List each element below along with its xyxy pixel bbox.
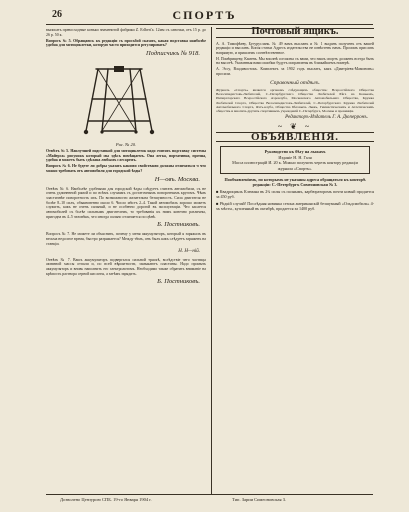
reference-text: Журналъ «Спортъ» является органомъ слѣдующихъ обществъ: Всероссійскаго Общества Велосипедистовъ-Любителей, С.-Петербургскаго Общества Любителей Бѣга на Конькахъ, Императорскаго Всероссійскаго Аэроклуба, Московскаго Автомобильнаго Общества, Кружка Любителей Спорта, Общества Велосипедистовъ-Любителей, С.-Петербургскаго Кружка Любителей Автомобильнаго Спорта, Яхтъ-клуба, Общества Бѣговыхъ Лыжъ, Гимнастическихъ и Атлетическихъ обществъ и многихъ другихъ спортивныхъ учрежденій С.-Петербурга, Москвы и провинціи. [216, 88, 374, 113]
ads-heading: ОБЪЯВЛЕНІЯ. [216, 132, 374, 143]
page-number: 26 [52, 9, 62, 20]
left-column [46, 28, 206, 289]
reference-heading: Справочный отдѣлъ. [270, 79, 320, 86]
ad-box-line-1: Руководство къ бѣгу на лыжахъ [264, 149, 326, 155]
mail-item: А. А. Тимофѣеву, Бугуруслань. № 49 вамъ высланъ и № 1 выданъ полученъ отъ вашей редакціи и высланъ. Копія статьи Адресъ издательства не извѣстенъ намъ. Просимъ прислать напрямую, и пришлемъ соотвѣтственное. [216, 41, 374, 55]
ad-box-line-2: Изданіе Н. Н. Галя [278, 154, 312, 160]
signature-q7: Н. Н—ній. [178, 248, 200, 254]
motorcycle-stand-illustration [74, 61, 164, 139]
column-separator [211, 27, 212, 494]
journal-title: СПОРТЪ [172, 8, 237, 22]
editor-signature: Редакторъ-Издатель Г. А. Дюперронъ. [285, 115, 368, 121]
question-7: Вопросъ № 7. Не можете ли объяснить, почему у меня аккумуляторъ, который я заряжалъ въ весьма недолгое время, быстро разряжается? Между тѣмъ, онъ былъ какъ слѣдуетъ заряженъ на станціи. [46, 232, 206, 246]
censor-note: Дозволено Цензурою СПБ. 19-го Января 1904 г. [60, 497, 152, 502]
footer-rule [46, 494, 373, 495]
question-6: Вопросъ № 6. Не будете ли добры указать какими свойствами должны отличаться ч что можно требовать отъ автомобиля для городской ѣзды? [46, 164, 206, 173]
signature-a7: Б. Постниковъ. [157, 278, 200, 286]
answer-7: Отвѣтъ № 7. Вашъ аккумуляторъ подвергался сильной тряскѣ, вслѣдствіе чего частицы активной массы отпали и, по всей вѣроятности, замыкаютъ пластины. Надо промыть аккумуляторъ и вновь наполнить его электролитомъ. Необходимо также обратить вниманіе на крѣпость раствора серной кислоты, а затѣмъ зарядить. [46, 257, 206, 276]
signature-q6: Н—овъ. Москва. [154, 175, 200, 183]
mail-item: Н. Помѣрищеву, Камень. Мы вполнѣ согласны съ вами, что нашъ спортъ долженъ всегда быть на высотѣ. Указанныя вами ошибки будутъ исправлены въ ближайшемъ номерѣ. [216, 56, 374, 66]
mailbox-heading: Почтовый ящикъ. [216, 28, 374, 38]
signature-q5: Подписчикъ № 918. [146, 50, 200, 57]
intro-paragraph: выписать превосходные коньки знаменитой фабрики Z. Erlbert'a. 12мм съ саночки, отъ 15 р. до 26 р. 50 к. [46, 28, 206, 37]
right-column [216, 28, 374, 212]
mail-item: А. Эссу, Владивостокъ. Комплектъ за 1902 годъ выслать, какъ «Дмитріевъ-Мамоновъ» просили. [216, 67, 374, 76]
figure-20 [46, 61, 206, 147]
figure-caption: Рис. № 20. [115, 142, 137, 148]
page-header [0, 9, 409, 23]
ad-box-ski-guide [220, 146, 370, 174]
ads-contact-note: Пообъявленіямъ, по которымъ не указаны адреса обращаться къ конторѣ редакціи: С.-Петербургъ Симеоновская № 3. [224, 176, 366, 188]
printer-note: Тип. Зарии Симеоновская 3. [232, 497, 287, 502]
header-rule [46, 24, 373, 25]
question-5: Вопросъ № 5. Обращаюсь къ редакціи съ просьбой сказать, какая подставка наиболѣе удобна для мотоциклетки, которую часто приходится регулировать? [46, 38, 206, 48]
ad-quadricycle: ■ Квадрицикль Клемана въ 2¾ силы съ полнымъ, карбюраторомъ почти новый продается за 450 руб. [216, 189, 374, 200]
answer-6: Отвѣтъ № 6. Наиболѣе удобными для городской ѣзды слѣдуетъ считать автомобили, съ не очень удлиненной рамой и по всѣмъ случаямъ съ достаточнымъ поворотнымъ кругомъ. Чѣмъ эластичнѣе поворотность ихъ. По возможности желательна безшумность. Сила двигателя не болѣе 8–10 силъ, обыкновенно около 6. Число мѣстъ 2–4. Такой автомобиль хорошо можетъ служить, какъ не очень сильный, и не особенно дорогой въ эксплуатаціи. Что касается автомобилей съ болѣе сильнымъ двигателемъ, то требованія къ нимъ конечно различны, пригодна въ 4–5 человѣкъ, что иногда сильно отличается по цѣнѣ. [46, 186, 206, 219]
ad-box-line-3: Масса иллюстрацій И. 20 к. Можно получить черезъ контору редакціи журнала «Спортъ». [232, 160, 358, 171]
ad-oldsmobile: ■ Рѣдкій случай! Послѣдняя новинка сезона американскій безшумный «Ольдсмобиль» 4-хъ мѣстн., купленный въ октябрѣ, продается за 1400 руб. [216, 200, 374, 211]
decorative-ornament: ~ ❦ ~ [277, 122, 313, 132]
answer-5: Отвѣтъ № 5. Наилучшей подставкой для мотоциклеток надо считать подставку системы «Майерса» рисунокъ который мы здѣсь помѣщаемъ. Она легка, портативна, прочна, удобна и можетъ быть сдѣлана любымъ слесаремъ. [46, 149, 206, 163]
signature-a6: Б. Постниковъ. [157, 221, 200, 229]
